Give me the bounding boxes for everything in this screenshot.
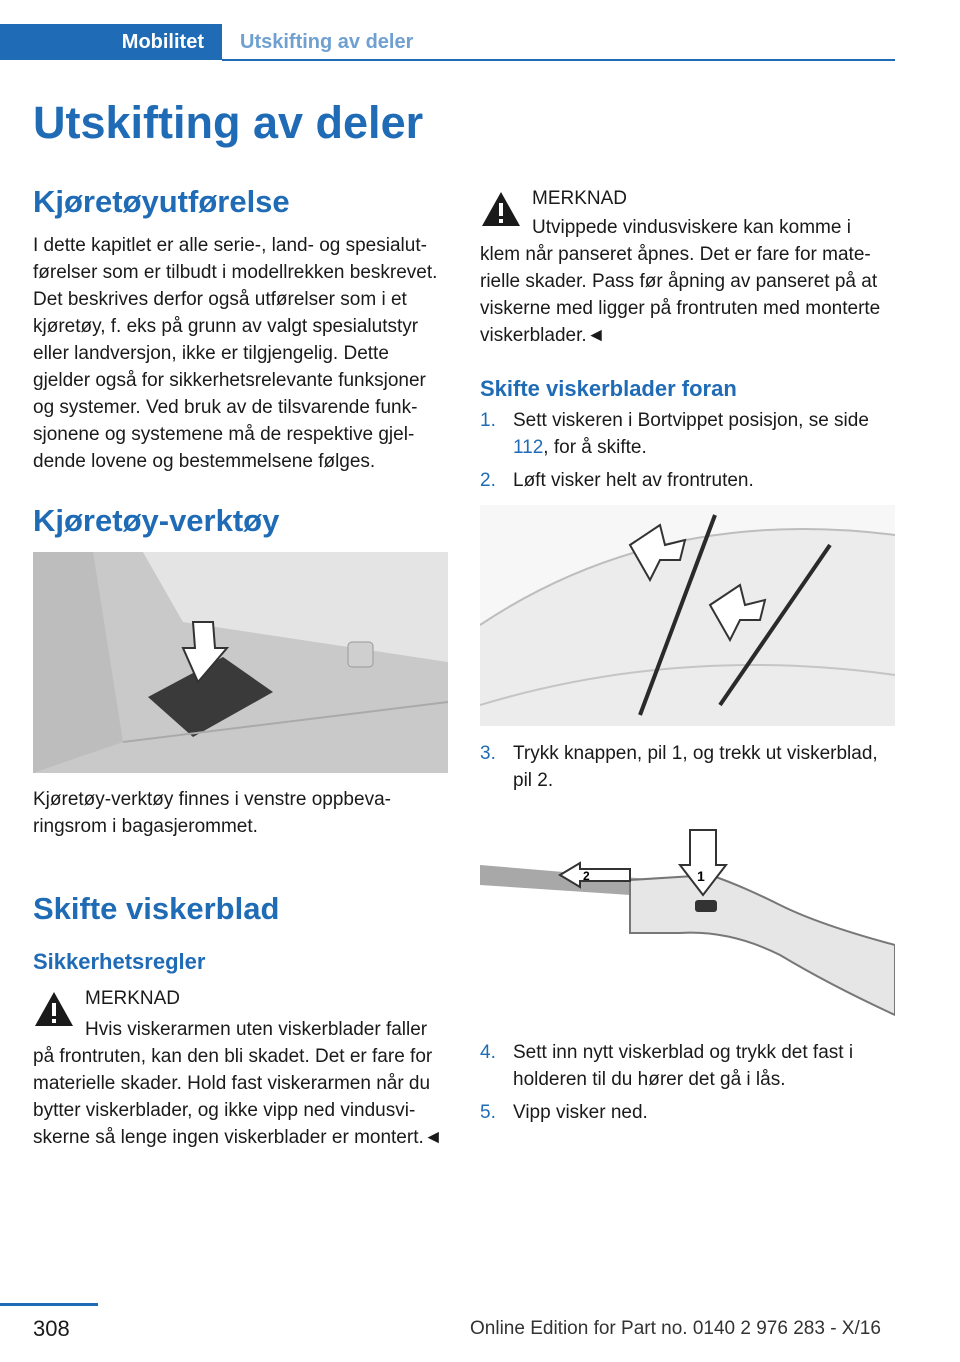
page-header	[0, 24, 895, 62]
header-rule	[222, 59, 895, 61]
step-number: 4.	[480, 1042, 496, 1063]
steps-list-b	[480, 740, 895, 800]
page-link[interactable]: 112	[513, 437, 544, 458]
section-tab[interactable]: Utskifting av deler	[240, 30, 414, 53]
heading-vehicle-tools: Kjøretøy-verktøy	[33, 503, 280, 538]
step-number: 2.	[480, 470, 496, 491]
step-number: 5.	[480, 1102, 496, 1123]
chapter-tab[interactable]: Mobilitet	[0, 24, 222, 60]
warning-label: MERKNAD	[532, 188, 628, 209]
trunk-compartment-image	[33, 552, 448, 773]
tools-paragraph: Kjøretøy-verktøy finnes i venstre oppbevaringsrom i bagasjerommet.	[33, 789, 391, 837]
steps-list-a	[480, 407, 895, 500]
list-item: 2. Løft visker helt av frontruten.	[480, 467, 895, 494]
heading-safety-rules: Sikkerhetsregler	[33, 949, 206, 974]
heading-front-wipers: Skifte viskerblader foran	[480, 376, 737, 401]
arrow-label-2: 2	[583, 869, 590, 883]
warning-paragraph: Utvippede vindusviskere kan komme i klem når panseret åpnes. Det er fare for materielle skader. Pass før åpning av panseret på at viskerne med ligger på frontruten med monterte viskerblader.◄	[480, 217, 881, 346]
wiper-blade-release-image	[480, 805, 895, 1026]
list-item: 5. Vipp visker ned.	[480, 1099, 895, 1126]
warning-paragraph: Hvis viskerarmen uten viskerblader faller på frontruten, kan den bli skadet. Det er fare for materielle skader. Hold fast viskerarmen når du bytter viskerblader, og ikke vipp ned vindusviskerne så lenge ingen viskerblader er montert.◄	[33, 1019, 443, 1148]
page-title: Utskifting av deler	[33, 97, 424, 148]
heading-replace-wiper: Skifte viskerblad	[33, 891, 280, 926]
footer-rule	[0, 1303, 98, 1306]
list-item: 4. Sett inn nytt viskerblad og trykk det fast i holderen til du hører det gå i lås.	[480, 1039, 895, 1093]
windshield-wipers-image	[480, 505, 895, 726]
list-item: 3. Trykk knappen, pil 1, og trekk ut viskerblad, pil 2.	[480, 740, 895, 794]
variant-paragraph: I dette kapitlet er alle serie-, land- og spesialutførelser som er tilbudt i modellrekken beskrevet. Det beskrives derfor også utførelser som i et kjøretøy, f. eks på grunn av valgt spesialutstyr eller landversjon, ikke er tilgjengelig. Dette gjelder også for sikkerhetsrelevante funksjoner og systemer. Ved bruk av de tilsvarende funksjonene og systemene må de respektive gjeldende lovene og bestemmelsene følges.	[33, 235, 438, 472]
step-number: 1.	[480, 410, 496, 431]
warning-label: MERKNAD	[85, 988, 181, 1009]
steps-list-c	[480, 1039, 895, 1132]
list-item: 1. Sett viskeren i Bortvippet posisjon, se side 112, for å skifte.	[480, 407, 895, 461]
arrow-label-1: 1	[697, 868, 705, 884]
page-number: 308	[33, 1316, 70, 1341]
edition-note: Online Edition for Part no. 0140 2 976 283 - X/16	[470, 1318, 881, 1339]
heading-vehicle-variant: Kjøretøyutførelse	[33, 184, 290, 219]
step-number: 3.	[480, 743, 496, 764]
